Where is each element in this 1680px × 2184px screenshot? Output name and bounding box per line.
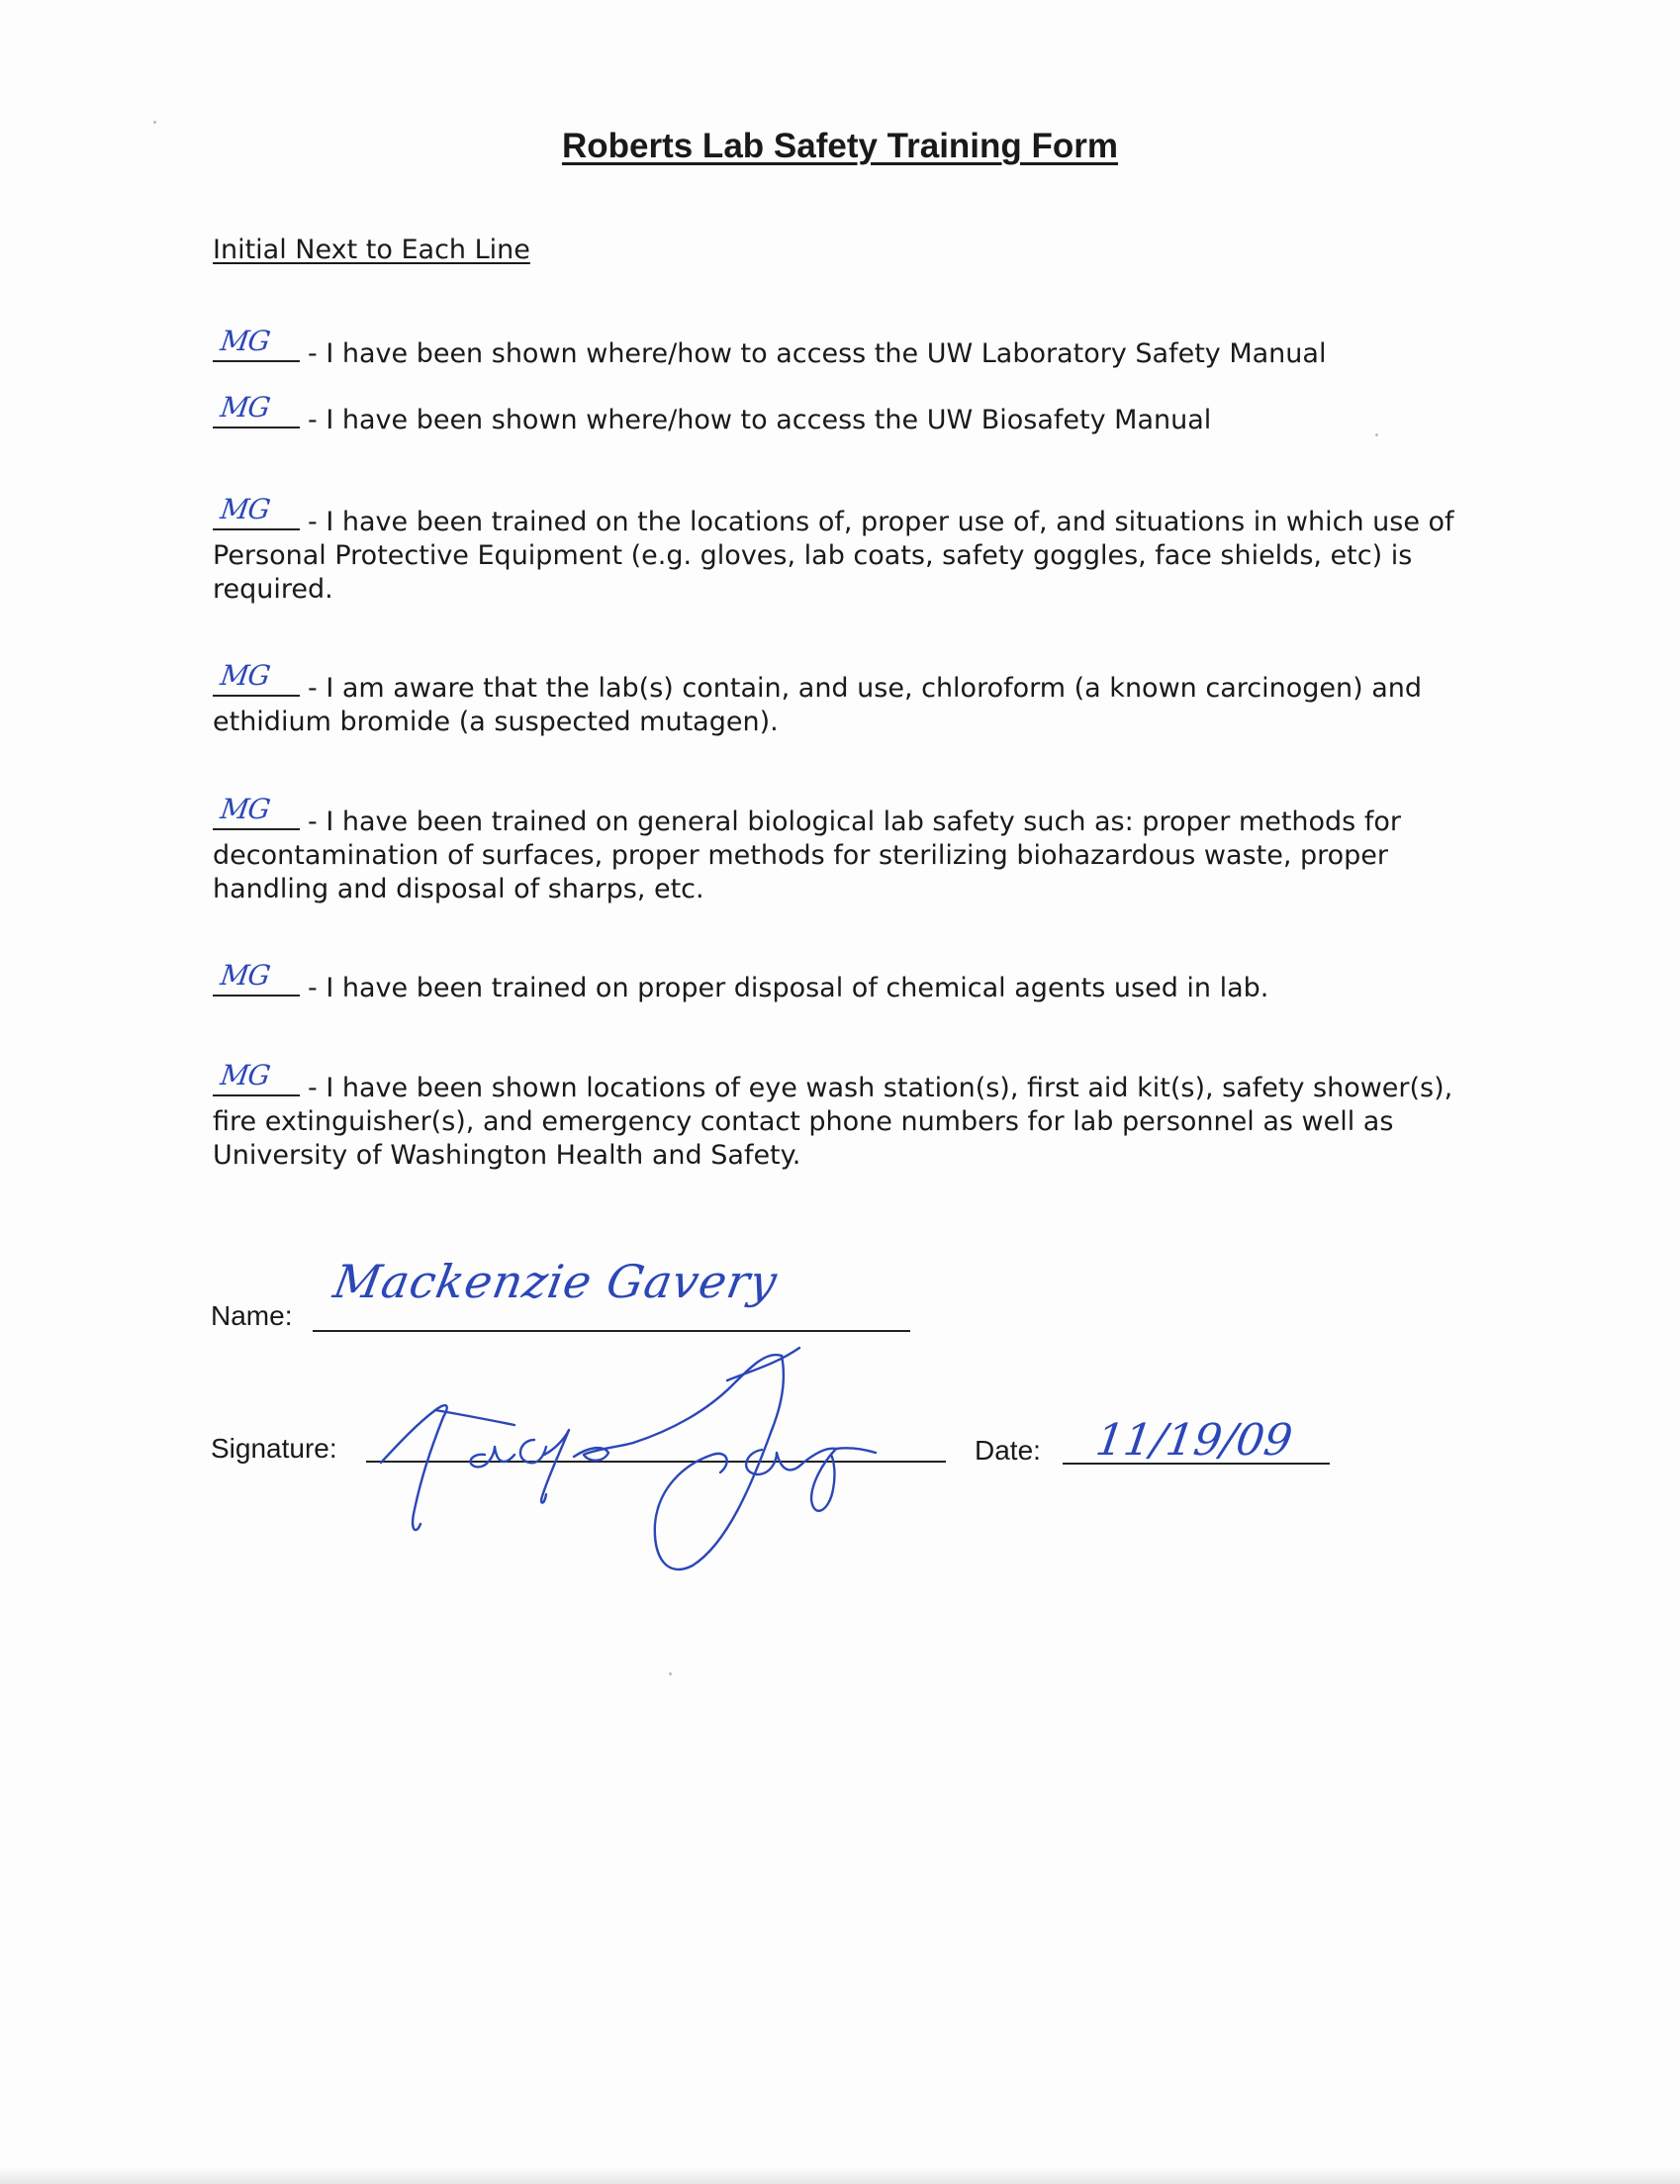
signature-stroke [836,1448,876,1453]
handwritten-initials: MG [218,659,272,692]
scan-speck [153,121,156,124]
handwritten-initials: MG [218,493,272,525]
item-text: - I have been shown where/how to access the UW Biosafety Manual [308,405,1212,435]
signature-stroke [574,1443,633,1461]
item-text: - I have been shown locations of eye wash station(s), first aid kit(s), safety shower(s), fire extinguisher(s), and emergency contact phone numbers for lab personnel as well as University of Washington Health and Safety. [213,1073,1453,1171]
handwritten-date: 11/19/09 [1092,1415,1296,1466]
signature-stroke [803,1449,836,1511]
scan-speck [669,1672,672,1675]
handwritten-initials: MG [218,1059,272,1092]
signature-stroke [520,1440,546,1463]
handwritten-initials: MG [218,391,272,424]
item-text: - I have been trained on the locations of, proper use of, and situations in which use of Personal Protective Equipment (e.g. gloves, lab coats, safety goggles, face shields, etc) is required. [213,507,1454,605]
date-label: Date: [975,1435,1041,1466]
signature-label: Signature: [211,1433,337,1464]
signature-stroke [655,1356,784,1569]
item-text: - I have been trained on proper disposal of chemical agents used in lab. [308,973,1269,1003]
handwritten-initials: MG [218,959,272,992]
instruction-heading: Initial Next to Each Line [213,235,530,265]
signature-stroke [381,1405,447,1530]
signature-stroke [435,1410,514,1425]
form-title: Roberts Lab Safety Training Form [561,127,1119,165]
scan-speck [1375,433,1378,436]
scan-bottom-edge [0,2167,1680,2184]
item-text: - I am aware that the lab(s) contain, and use, chloroform (a known carcinogen) and ethidium bromide (a suspected mutagen). [213,673,1422,737]
signature-stroke [727,1348,799,1380]
item-text: - I have been trained on general biological lab safety such as: proper methods for decontamination of surfaces, proper methods for sterilizing biohazardous waste, proper handling and disposal of sharps, etc. [213,807,1401,904]
signature-stroke [541,1430,569,1503]
handwritten-initials: MG [218,793,272,825]
signature-stroke [470,1447,514,1467]
handwritten-initials: MG [218,325,272,357]
handwritten-name: Mackenzie Gavery [329,1255,782,1308]
name-label: Name: [211,1300,293,1331]
item-text: - I have been shown where/how to access the UW Laboratory Safety Manual [308,338,1327,369]
